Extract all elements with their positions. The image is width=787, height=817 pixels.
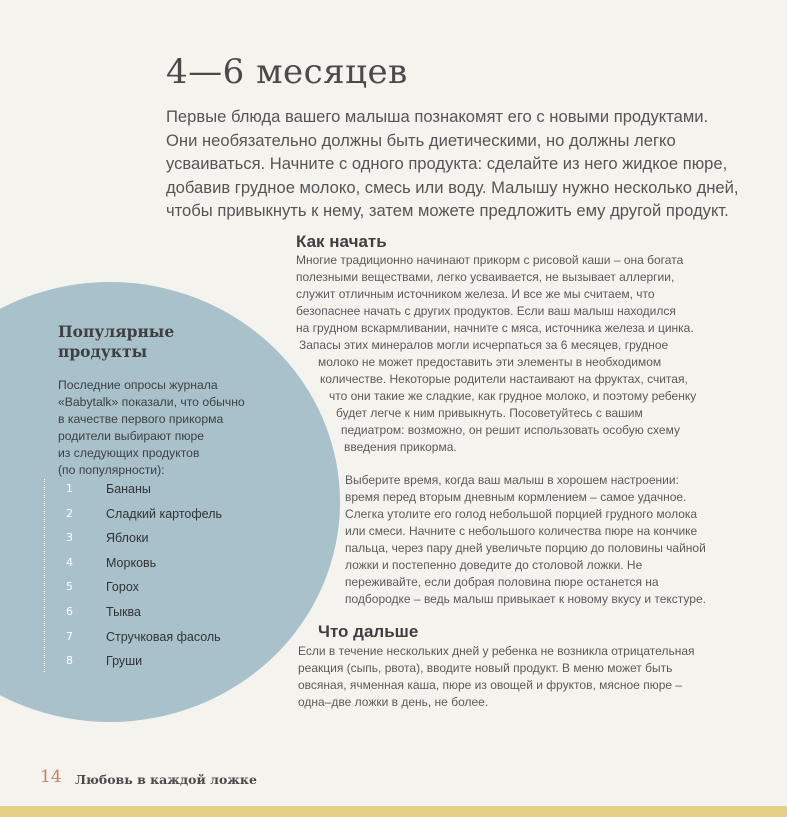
body-line: введения прикорма. bbox=[344, 440, 457, 454]
body-line: овсяная, ячменная каша, пюре из овощей и фруктов, мясное пюре – bbox=[298, 678, 683, 692]
intro-line: чтобы привыкнуть к нему, затем можете предложить ему другой продукт. bbox=[166, 201, 729, 220]
body-line: ложки и постепенно доведите до столовой ложки. Не bbox=[345, 558, 643, 572]
intro-line: Первые блюда вашего малыша познакомят его с новыми продуктами. bbox=[166, 107, 709, 126]
sidebar-title-line: продукты bbox=[58, 342, 148, 361]
body-line: количестве. Некоторые родители настаивают на фруктах, считая, bbox=[320, 372, 688, 386]
body-line: время перед вторым дневным кормлением – самое удачное. bbox=[345, 490, 687, 504]
body-line: Выберите время, когда ваш малыш в хорошем настроении: bbox=[345, 473, 679, 487]
body-line: пальца, через пару дней увеличьте порцию до половины чайной bbox=[345, 541, 706, 555]
intro-line: добавив грудное молоко, смесь или воду. Малышу нужно несколько дней, bbox=[166, 177, 739, 197]
sidebar-text-line: из следующих продуктов bbox=[58, 446, 200, 460]
page-number: 14 bbox=[40, 767, 62, 787]
list-item-number: 1 bbox=[66, 482, 73, 495]
section-how-to-start-text bbox=[296, 252, 697, 456]
body-line: одна–две ложки в день, не более. bbox=[298, 695, 489, 709]
list-item-name: Стручковая фасоль bbox=[106, 629, 221, 644]
body-line: реакция (сыпь, рвота), вводите новый продукт. В меню может быть bbox=[298, 661, 673, 675]
intro-paragraph bbox=[166, 105, 739, 223]
sidebar-title bbox=[58, 322, 174, 362]
list-item-number: 3 bbox=[66, 531, 73, 545]
body-line: молоко не может предоставить эти элементы в необходимом bbox=[318, 355, 662, 369]
list-item-number: 4 bbox=[66, 555, 73, 569]
list-item-number: 6 bbox=[66, 604, 73, 618]
sidebar-title-line: Популярные bbox=[58, 322, 175, 341]
body-line: Если в течение нескольких дней у ребенка не возникла отрицательная bbox=[298, 644, 695, 658]
body-line: полезными веществами, легко усваивается, не вызывает аллергии, bbox=[296, 270, 675, 284]
body-line: Многие традиционно начинают прикорм с рисовой каши – она богата bbox=[296, 253, 684, 267]
page-edge bbox=[0, 806, 787, 817]
running-title: Любовь в каждой ложке bbox=[75, 772, 257, 787]
body-line: переживайте, если добрая половина пюре останется на bbox=[345, 575, 659, 589]
section-whats-next-text bbox=[298, 643, 695, 711]
page-heading: 4—6 месяцев bbox=[166, 52, 408, 92]
section-title-how-to-start: Как начать bbox=[296, 232, 387, 251]
section-timing-text bbox=[345, 472, 706, 608]
sidebar-text bbox=[58, 377, 245, 479]
list-item-name: Морковь bbox=[106, 555, 157, 570]
intro-line: усваиваться. Начните с одного продукта: сделайте из него жидкое пюре, bbox=[166, 154, 728, 173]
list-item-name: Бананы bbox=[106, 482, 151, 496]
sidebar-text-line: родители выбирают пюре bbox=[58, 429, 205, 443]
list-item-number: 7 bbox=[66, 629, 73, 643]
body-line: что они такие же сладкие, как грудное молоко, и поэтому ребенку bbox=[329, 389, 697, 403]
list-item-name: Сладкий картофель bbox=[106, 506, 223, 521]
body-line: служит отличным источником железа. И все же мы считаем, что bbox=[296, 287, 655, 301]
list-item-name: Горох bbox=[106, 580, 139, 595]
list-item-name: Груши bbox=[106, 654, 143, 669]
body-line: подбородке – ведь малыш привыкает к новому вкусу и текстуре. bbox=[345, 592, 706, 606]
intro-line: Они необязательно должны быть диетическими, но должны легко bbox=[166, 130, 676, 150]
sidebar-text-line: «Babytalk» показали, что обычно bbox=[58, 395, 245, 409]
body-line: безопаснее начать с других продуктов. Если ваш малыш находился bbox=[296, 304, 676, 318]
body-line: Слегка утолите его голод небольшой порцией грудного молока bbox=[345, 507, 698, 521]
body-line: будет легче к ним привыкнуть. Посоветуйтесь с вашим bbox=[336, 406, 643, 420]
body-line: на грудном вскармливании, начните с мяса, источника железа и цинка. bbox=[296, 321, 694, 335]
list-item-number: 5 bbox=[66, 580, 73, 594]
body-line: Запасы этих минералов могли исчерпаться за 6 месяцев, грудное bbox=[299, 338, 669, 352]
body-line: педиатром: возможно, он решит использовать особую схему bbox=[341, 423, 680, 437]
sidebar-dotted-rule bbox=[44, 479, 45, 672]
sidebar-text-line: в качестве первого прикорма bbox=[58, 412, 224, 426]
list-item-number: 8 bbox=[66, 654, 73, 668]
body-line: или смеси. Начните с небольшого количества пюре на кончике bbox=[345, 524, 698, 538]
list-item-name: Тыква bbox=[106, 604, 141, 619]
sidebar-text-line: (по популярности): bbox=[58, 463, 165, 477]
list-item-number: 2 bbox=[66, 506, 73, 520]
sidebar-text-line: Последние опросы журнала bbox=[58, 378, 218, 392]
section-title-whats-next: Что дальше bbox=[318, 622, 419, 641]
list-item-name: Яблоки bbox=[106, 531, 149, 546]
